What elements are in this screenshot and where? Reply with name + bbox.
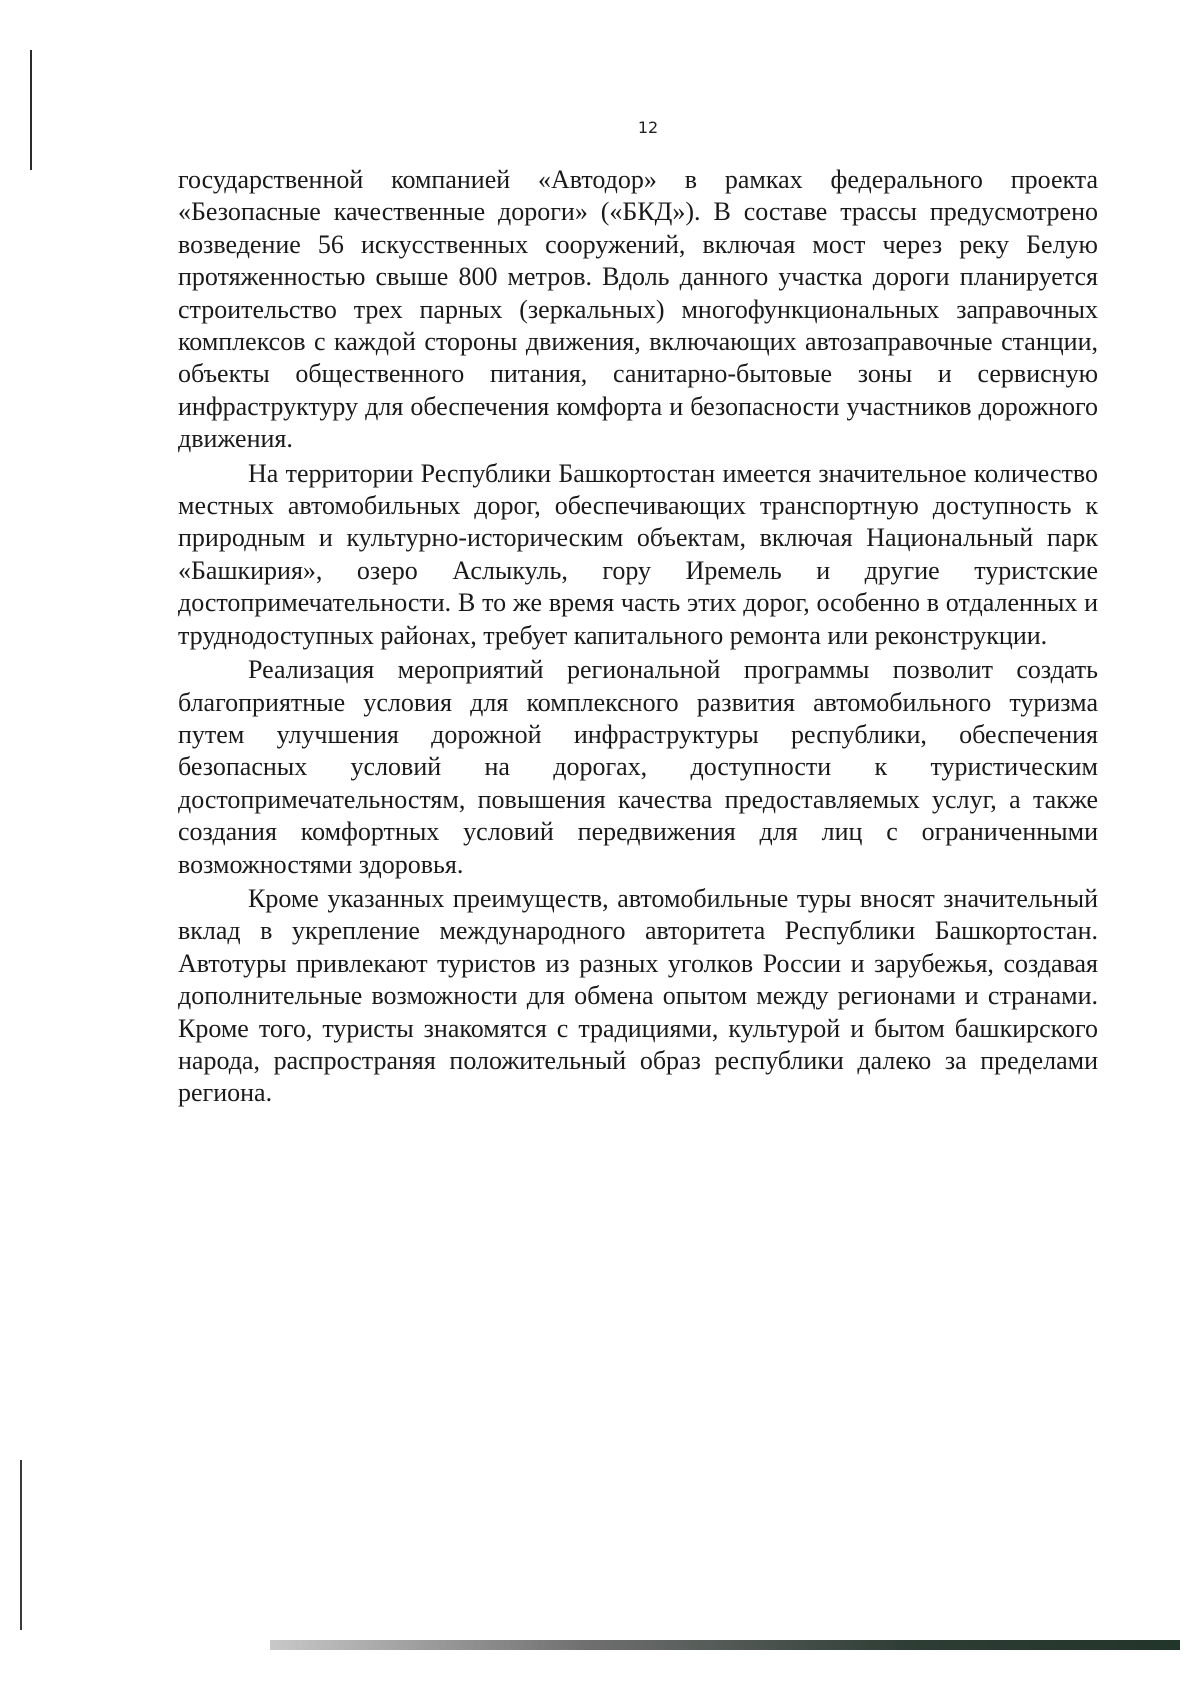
scan-edge-mark [30, 50, 32, 170]
scan-edge-mark-bottom [20, 1460, 22, 1630]
scan-bottom-bar [270, 1640, 1180, 1650]
paragraph-4: Кроме указанных преимуществ, автомобильные туры вносят значительный вклад в укрепление международного авторитета Республики Башкортостан. Автотуры привлекают туристов из разных уголков России и зарубежья, создавая дополнительные возможности для обмена опытом между регионами и странами. Кроме того, туристы знакомятся с традициями, культурой и бытом башкирского народа, распространяя положительный образ республики далеко за пределами региона. [178, 883, 1098, 1108]
paragraph-1: государственной компанией «Автодор» в рамках федерального проекта «Безопасные качественные дороги» («БКД»). В составе трассы предусмотрено возведение 56 искусственных сооружений, включая мост через реку Белую протяженностью свыше 800 метров. Вдоль данного участка дороги планируется строительство трех парных (зеркальных) многофункциональных заправочных комплексов с каждой стороны движения, включающих автозаправочные станции, объекты общественного питания, санитарно-бытовые зоны и сервисную инфраструктуру для обеспечения комфорта и безопасности участников дорожного движения. [178, 165, 1098, 454]
paragraph-2: На территории Республики Башкортостан имеется значительное количество местных автомобильных дорог, обеспечивающих транспортную доступность к природным и культурно-историческим объектам, включая Национальный парк «Башкирия», озеро Аслыкуль, гору Иремель и другие туристские достопримечательности. В то же время часть этих дорог, особенно в отдаленных и труднодоступных районах, требует капитального ремонта или реконструкции. [178, 458, 1098, 650]
page-number: 12 [637, 118, 659, 137]
paragraph-3: Реализация мероприятий региональной программы позволит создать благоприятные условия для комплексного развития автомобильного туризма путем улучшения дорожной инфраструктуры республики, обеспечения безопасных условий на дорогах, доступности к туристическим достопримечательностям, повышения качества предоставляемых услуг, а также создания комфортных условий передвижения для лиц с ограниченными возможностями здоровья. [178, 655, 1098, 879]
document-body [178, 164, 1098, 1110]
